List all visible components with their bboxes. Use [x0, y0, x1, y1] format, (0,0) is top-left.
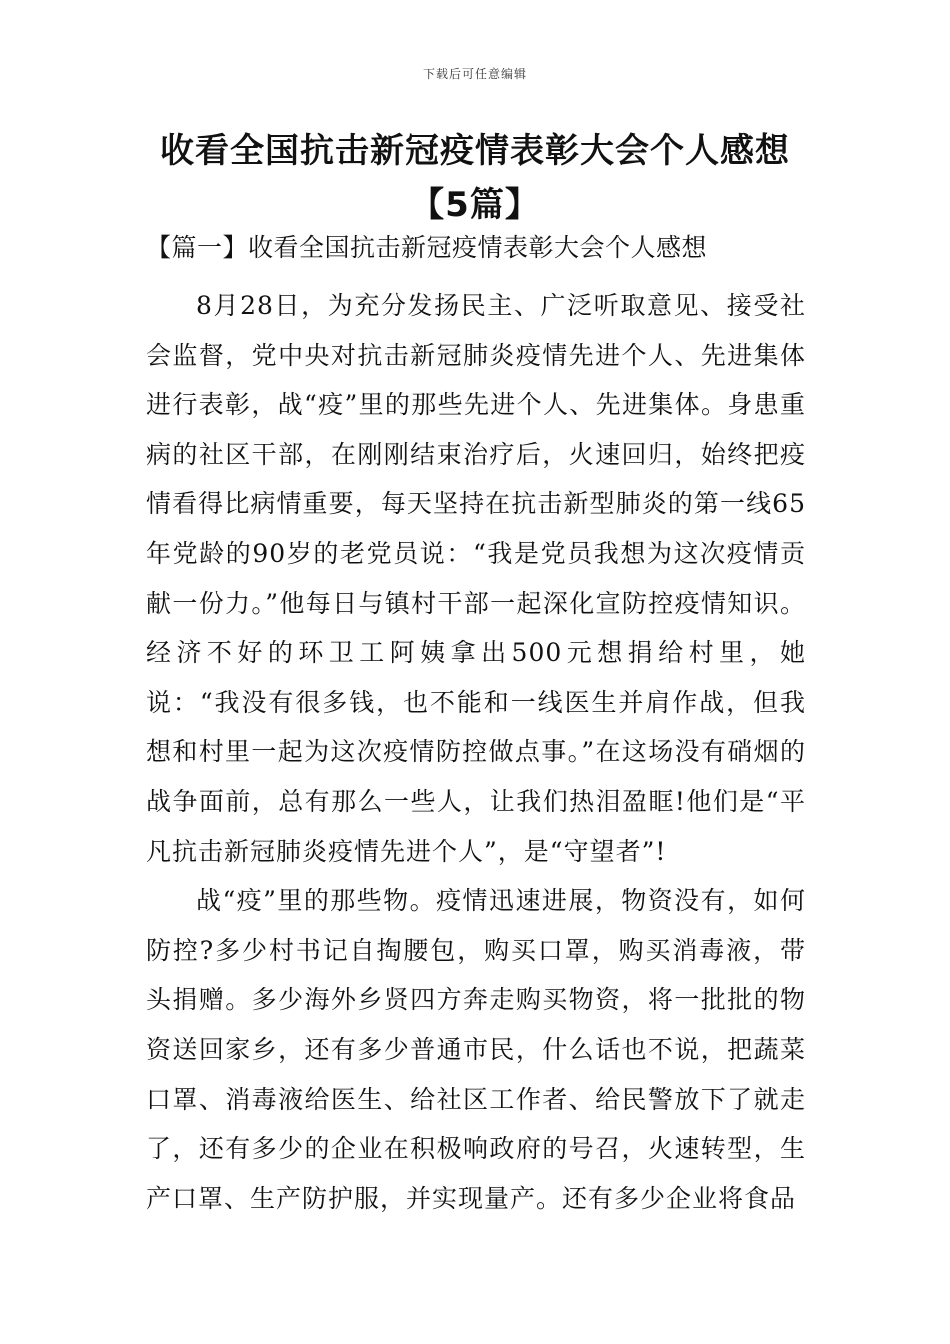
title-line-1: 收看全国抗击新冠疫情表彰大会个人感想 [160, 131, 790, 171]
paragraph-2: 战“疫”里的那些物。疫情迅速进展，物资没有，如何防控?多少村书记自掏腰包，购买口罩，购买消毒液，带头捐赠。多少海外乡贤四方奔走购买物资，将一批批的物资送回家乡，还有多少普通市民，什么话也不说，把蔬菜口罩、消毒液给医生、给社区工作者、给民警放下了就走了，还有多少的企业在积极响政府的号召，火速转型，生产口罩、生产防护服，并实现量产。还有多少企业将食品 [146, 886, 806, 1213]
body-text [146, 281, 806, 1223]
header-note: 下载后可任意编辑 [422, 67, 527, 81]
title-line-2: 【5篇】 [410, 185, 540, 225]
paragraph-1: 8月28日，为充分发扬民主、广泛听取意见、接受社会监督，党中央对抗击新冠肺炎疫情先进个人、先进集体进行表彰，战“疫”里的那些先进个人、先进集体。身患重病的社区干部，在刚刚结束治疗后，火速回归，始终把疫情看得比病情重要，每天坚持在抗击新型肺炎的第一线65年党龄的90岁的老党员说：“我是党员我想为这次疫情贡献一份力。”他每日与镇村干部一起深化宣防控疫情知识。经济不好的环卫工阿姨拿出500元想捐给村里，她说：“我没有很多钱，也不能和一线医生并肩作战，但我想和村里一起为这次疫情防控做点事。”在这场没有硝烟的战争面前，总有那么一些人，让我们热泪盈眶!他们是“平凡抗击新冠肺炎疫情先进个人”，是“守望者”! [146, 291, 806, 866]
document-title [60, 124, 890, 232]
section-heading: 【篇一】收看全国抗击新冠疫情表彰大会个人感想 [146, 233, 708, 262]
